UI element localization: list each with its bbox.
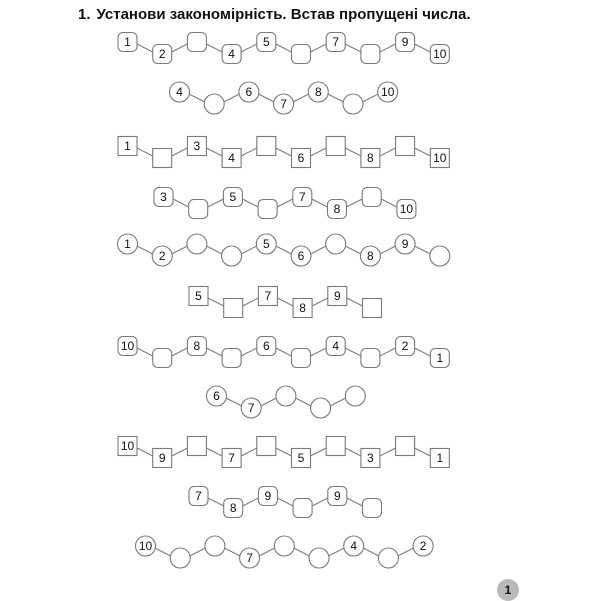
- chain-cell-blank[interactable]: [430, 246, 450, 266]
- number-chain-row: [189, 487, 382, 518]
- rounded-cell-shape: [187, 33, 206, 52]
- cell-number: 6: [213, 389, 220, 404]
- chain-cell: [257, 337, 276, 356]
- square-cell-shape: [326, 437, 345, 456]
- chain-link: [189, 94, 205, 102]
- chain-cell: [241, 398, 261, 418]
- chain-cell: [430, 149, 449, 168]
- cell-number: 7: [332, 35, 340, 50]
- chain-link: [137, 44, 153, 52]
- chain-link: [330, 398, 346, 406]
- cell-number: 6: [297, 249, 305, 264]
- square-cell-shape: [257, 137, 276, 156]
- page-number-badge: 1: [497, 579, 519, 601]
- chain-link: [415, 148, 431, 156]
- chain-link: [277, 199, 293, 207]
- chain-link: [137, 148, 153, 156]
- chain-link: [363, 94, 379, 102]
- cell-number: 1: [124, 35, 131, 50]
- chain-cell: [258, 287, 277, 306]
- square-cell-shape: [396, 437, 415, 456]
- chain-cell-blank[interactable]: [153, 349, 172, 368]
- number-chain-row: [207, 386, 366, 418]
- chain-cell: [154, 188, 173, 207]
- chain-cell: [344, 536, 364, 556]
- number-chain-row: [170, 82, 398, 114]
- rounded-cell-shape: [292, 45, 311, 64]
- cell-number: 2: [158, 249, 166, 264]
- chain-link: [155, 548, 171, 556]
- cell-number: 10: [138, 539, 153, 554]
- cell-number: 7: [195, 489, 202, 504]
- chain-cell: [292, 449, 311, 468]
- cell-number: 8: [314, 85, 322, 100]
- cell-number: 10: [120, 439, 135, 454]
- cell-number: 7: [246, 551, 253, 566]
- cell-number: 9: [401, 237, 409, 252]
- chain-cell-blank[interactable]: [309, 548, 329, 568]
- chain-cell: [222, 45, 241, 64]
- chain-cell: [187, 337, 206, 356]
- chain-cell: [360, 246, 380, 266]
- circle-cell-shape: [204, 94, 224, 114]
- chain-link: [276, 448, 292, 456]
- rounded-cell-shape: [363, 499, 382, 518]
- chain-link: [276, 44, 292, 52]
- chain-link: [190, 548, 206, 556]
- number-chain-row: [118, 437, 449, 468]
- chain-cell-blank[interactable]: [276, 386, 296, 406]
- cell-number: 2: [401, 339, 409, 354]
- chain-cell: [258, 487, 277, 506]
- circle-cell-shape: [326, 234, 346, 254]
- chain-cell-blank[interactable]: [187, 33, 206, 52]
- chain-cell: [413, 536, 433, 556]
- cell-number: 10: [433, 47, 447, 62]
- chain-cell: [222, 449, 241, 468]
- chain-cell: [293, 188, 312, 207]
- cell-number: 7: [228, 451, 235, 466]
- chain-cell-blank[interactable]: [345, 386, 365, 406]
- chain-link: [415, 448, 431, 456]
- cell-number: 7: [298, 190, 306, 205]
- chain-link: [345, 246, 361, 254]
- chain-cell: [291, 246, 311, 266]
- chain-link: [276, 246, 292, 254]
- chain-cell: [430, 45, 449, 64]
- cell-number: 8: [367, 249, 374, 264]
- chain-link: [206, 246, 222, 254]
- cell-number: 4: [350, 539, 358, 554]
- chain-link: [241, 246, 257, 254]
- chain-cell: [328, 200, 347, 219]
- circle-cell-shape: [378, 548, 398, 568]
- chain-link: [415, 246, 431, 254]
- chain-link: [241, 448, 257, 456]
- chain-cell: [378, 82, 398, 102]
- chain-link: [172, 448, 188, 456]
- chain-cell-blank[interactable]: [170, 548, 190, 568]
- chain-cell-blank[interactable]: [326, 234, 346, 254]
- circle-cell-shape: [311, 398, 331, 418]
- cell-number: 2: [158, 47, 166, 62]
- chain-link: [259, 548, 275, 556]
- chain-link: [380, 448, 396, 456]
- chain-link: [206, 448, 222, 456]
- chain-link: [345, 44, 361, 52]
- rounded-cell-shape: [292, 349, 311, 368]
- chain-cell-blank[interactable]: [204, 94, 224, 114]
- chain-link: [347, 298, 363, 306]
- chain-cell: [396, 33, 415, 52]
- chain-cell-blank[interactable]: [222, 246, 242, 266]
- task-number: 1.: [78, 6, 91, 23]
- chain-cell: [152, 246, 172, 266]
- cell-number: 8: [193, 339, 201, 354]
- chain-link: [294, 548, 310, 556]
- number-chain-row: [118, 33, 449, 64]
- cell-number: 3: [193, 139, 201, 154]
- chain-link: [173, 199, 189, 207]
- chain-link: [295, 398, 311, 406]
- chain-cell: [240, 548, 260, 568]
- cell-number: 5: [229, 190, 237, 205]
- chain-link: [261, 398, 277, 406]
- chain-cell: [187, 137, 206, 156]
- chain-cell-blank[interactable]: [187, 234, 207, 254]
- cell-number: 8: [333, 202, 341, 217]
- chain-cell: [326, 337, 345, 356]
- square-cell-shape: [224, 299, 243, 318]
- number-chain-row: [154, 188, 416, 219]
- cell-number: 5: [262, 237, 270, 252]
- chain-cell: [153, 45, 172, 64]
- cell-number: 4: [228, 151, 235, 166]
- chain-cell-blank[interactable]: [257, 437, 276, 456]
- chain-link: [172, 44, 188, 52]
- chain-link: [258, 94, 274, 102]
- cell-number: 7: [247, 401, 255, 416]
- rounded-cell-shape: [153, 349, 172, 368]
- cell-number: 1: [124, 237, 131, 252]
- chain-cell: [170, 82, 190, 102]
- cell-number: 10: [381, 85, 395, 100]
- chain-cell-blank[interactable]: [362, 188, 381, 207]
- rounded-cell-shape: [222, 349, 241, 368]
- chain-link: [226, 398, 242, 406]
- cell-number: 1: [436, 451, 444, 466]
- cell-number: 6: [245, 85, 253, 100]
- chain-link: [242, 199, 258, 207]
- square-cell-shape: [187, 437, 206, 456]
- chain-link: [345, 148, 361, 156]
- chain-cell: [118, 234, 138, 254]
- rounded-cell-shape: [293, 499, 312, 518]
- chain-cell-blank[interactable]: [378, 548, 398, 568]
- cell-number: 1: [436, 351, 444, 366]
- cell-number: 9: [158, 451, 166, 466]
- chain-link: [329, 548, 345, 556]
- cell-number: 9: [401, 35, 409, 50]
- chain-cell: [328, 287, 347, 306]
- chain-link: [380, 246, 396, 254]
- chain-link: [243, 298, 259, 306]
- square-cell-shape: [326, 137, 345, 156]
- chain-cell: [118, 337, 137, 356]
- circle-cell-shape: [274, 536, 294, 556]
- number-chain-row: [118, 337, 449, 368]
- chain-cell-blank[interactable]: [292, 349, 311, 368]
- chain-link: [311, 246, 327, 254]
- number-chain-row: [189, 287, 382, 318]
- chain-link: [328, 94, 344, 102]
- task-instruction: Установи закономірність. Встав пропущені числа.: [96, 6, 471, 23]
- cell-number: 8: [229, 501, 237, 516]
- chain-cell: [189, 287, 208, 306]
- chain-cell-blank[interactable]: [258, 200, 277, 219]
- chain-link: [347, 498, 363, 506]
- circle-cell-shape: [222, 246, 242, 266]
- cell-number: 3: [367, 451, 374, 466]
- number-chain-row: [136, 536, 434, 568]
- chain-cell-blank[interactable]: [326, 137, 345, 156]
- chain-cell: [292, 149, 311, 168]
- chain-link: [276, 348, 292, 356]
- chain-link: [224, 94, 240, 102]
- chain-link: [311, 448, 327, 456]
- cell-number: 6: [262, 339, 270, 354]
- chain-cell: [430, 449, 449, 468]
- cell-number: 10: [120, 339, 135, 354]
- chain-link: [415, 44, 431, 52]
- chain-cell-blank[interactable]: [292, 45, 311, 64]
- chain-link: [224, 548, 240, 556]
- number-chain-row: [118, 234, 450, 266]
- chain-cell-blank[interactable]: [222, 349, 241, 368]
- cell-number: 4: [228, 47, 235, 62]
- chain-cell-blank[interactable]: [274, 536, 294, 556]
- rounded-cell-shape: [189, 200, 208, 219]
- chain-cell: [207, 386, 227, 406]
- square-cell-shape: [153, 149, 172, 168]
- square-cell-shape: [396, 137, 415, 156]
- chain-link: [380, 148, 396, 156]
- chain-link: [345, 348, 361, 356]
- cell-number: 9: [333, 489, 341, 504]
- chain-link: [293, 94, 309, 102]
- cell-number: 10: [399, 202, 414, 217]
- chain-cell-blank[interactable]: [189, 200, 208, 219]
- cell-number: 5: [262, 35, 270, 50]
- cell-number: 4: [176, 85, 183, 100]
- chain-link: [347, 199, 363, 207]
- chain-link: [206, 148, 222, 156]
- chain-link: [137, 246, 153, 254]
- chain-cell-blank[interactable]: [361, 349, 380, 368]
- chain-cell: [136, 536, 156, 556]
- chain-cell-blank[interactable]: [396, 437, 415, 456]
- number-chain-row: [118, 137, 449, 168]
- chain-cell: [118, 137, 137, 156]
- chain-link: [312, 298, 328, 306]
- chain-link: [172, 148, 188, 156]
- chain-link: [137, 448, 153, 456]
- circle-cell-shape: [343, 94, 363, 114]
- circle-cell-shape: [276, 386, 296, 406]
- chain-link: [206, 348, 222, 356]
- chain-cell: [328, 487, 347, 506]
- circle-cell-shape: [309, 548, 329, 568]
- cell-number: 8: [299, 301, 306, 316]
- circle-cell-shape: [170, 548, 190, 568]
- chain-cell: [274, 94, 294, 114]
- chain-cell-blank[interactable]: [257, 137, 276, 156]
- chain-cell: [395, 234, 415, 254]
- chain-cell: [223, 188, 242, 207]
- square-cell-shape: [257, 437, 276, 456]
- cell-number: 10: [433, 151, 447, 166]
- chain-cell: [189, 487, 208, 506]
- chain-link: [208, 199, 224, 207]
- chain-cell-blank[interactable]: [293, 499, 312, 518]
- circle-cell-shape: [345, 386, 365, 406]
- cell-number: 5: [195, 289, 202, 304]
- chain-link: [277, 298, 293, 306]
- chain-cell-blank[interactable]: [326, 437, 345, 456]
- circle-cell-shape: [430, 246, 450, 266]
- chain-link: [415, 348, 431, 356]
- cell-number: 6: [297, 151, 305, 166]
- chain-link: [380, 44, 396, 52]
- chain-link: [345, 448, 361, 456]
- circle-cell-shape: [187, 234, 207, 254]
- chain-cell: [153, 449, 172, 468]
- chain-cell-blank[interactable]: [363, 499, 382, 518]
- cell-number: 5: [297, 451, 305, 466]
- cell-number: 3: [160, 190, 167, 205]
- chain-link: [241, 348, 257, 356]
- chain-cell: [361, 449, 380, 468]
- cell-number: 7: [264, 289, 272, 304]
- chain-cell-blank[interactable]: [311, 398, 331, 418]
- cell-number: 9: [264, 489, 272, 504]
- chain-cell: [118, 437, 137, 456]
- chain-link: [381, 199, 397, 207]
- chain-cell: [224, 499, 243, 518]
- chain-cell-blank[interactable]: [187, 437, 206, 456]
- chain-link: [312, 498, 328, 506]
- chain-cell: [326, 33, 345, 52]
- cell-number: 9: [333, 289, 341, 304]
- chain-cell: [256, 234, 276, 254]
- chain-link: [277, 498, 293, 506]
- rounded-cell-shape: [361, 45, 380, 64]
- chain-link: [241, 44, 257, 52]
- chain-cell: [222, 149, 241, 168]
- chain-cell: [118, 33, 137, 52]
- chain-cell: [239, 82, 259, 102]
- cell-number: 2: [419, 539, 427, 554]
- circle-cell-shape: [205, 536, 225, 556]
- chain-link: [398, 548, 414, 556]
- chain-cell-blank[interactable]: [361, 45, 380, 64]
- chain-link: [312, 199, 328, 207]
- chain-link: [137, 348, 153, 356]
- chain-cell: [293, 299, 312, 318]
- chain-link: [311, 44, 327, 52]
- cell-number: 1: [124, 139, 131, 154]
- chain-cell: [257, 33, 276, 52]
- chain-link: [208, 298, 224, 306]
- chain-link: [172, 348, 188, 356]
- chain-cell: [430, 349, 449, 368]
- chain-cell: [361, 149, 380, 168]
- chain-cell-blank[interactable]: [224, 299, 243, 318]
- chain-link: [208, 498, 224, 506]
- chain-link: [241, 148, 257, 156]
- chain-link: [276, 148, 292, 156]
- chain-cell: [397, 200, 416, 219]
- chain-link: [172, 246, 188, 254]
- chain-link: [311, 148, 327, 156]
- chain-link: [380, 348, 396, 356]
- chain-cell-blank[interactable]: [343, 94, 363, 114]
- rounded-cell-shape: [258, 200, 277, 219]
- rounded-cell-shape: [362, 188, 381, 207]
- chain-cell: [396, 337, 415, 356]
- rounded-cell-shape: [361, 349, 380, 368]
- chain-link: [363, 548, 379, 556]
- cell-number: 4: [332, 339, 340, 354]
- chain-cell-blank[interactable]: [205, 536, 225, 556]
- square-cell-shape: [363, 299, 382, 318]
- chain-link: [206, 44, 222, 52]
- chain-cell-blank[interactable]: [153, 149, 172, 168]
- cell-number: 8: [367, 151, 374, 166]
- chain-link: [311, 348, 327, 356]
- cell-number: 7: [280, 97, 287, 112]
- chain-cell-blank[interactable]: [363, 299, 382, 318]
- chain-cell-blank[interactable]: [396, 137, 415, 156]
- chain-link: [243, 498, 259, 506]
- chain-cell: [308, 82, 328, 102]
